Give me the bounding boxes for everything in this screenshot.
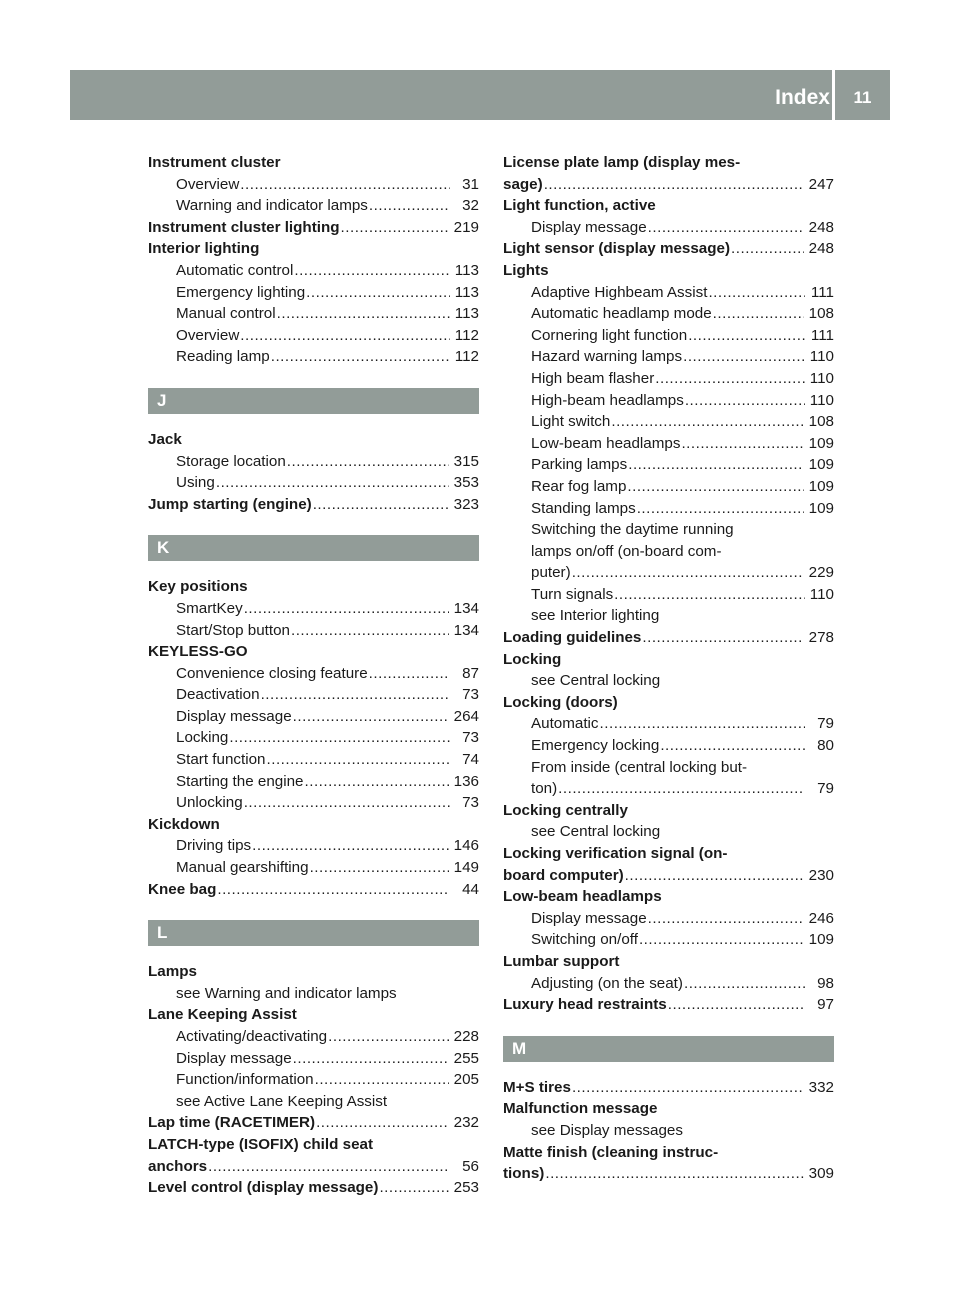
index-subentry xyxy=(148,598,479,620)
dot-leader xyxy=(315,1069,449,1091)
entry-text: High-beam headlamps xyxy=(531,391,684,409)
index-subentry xyxy=(503,713,834,735)
dot-leader xyxy=(316,1112,449,1134)
dot-leader xyxy=(293,706,449,728)
index-subentry xyxy=(503,498,834,520)
page-reference[interactable]: 353 xyxy=(453,474,479,492)
entry-text: Function/information xyxy=(176,1071,314,1089)
dot-leader xyxy=(558,778,805,800)
entry-text: Overview xyxy=(176,175,240,193)
page-reference[interactable]: 108 xyxy=(808,413,834,431)
page-reference[interactable]: 110 xyxy=(809,391,834,409)
dot-leader xyxy=(544,174,804,196)
index-subentry xyxy=(503,411,834,433)
index-subentry xyxy=(148,620,479,642)
page-reference[interactable]: 248 xyxy=(808,218,834,236)
index-subentry xyxy=(503,217,834,239)
entry-text: M+S tires xyxy=(503,1078,571,1096)
index-subentry xyxy=(503,476,834,498)
entry-text: puter) xyxy=(531,564,571,582)
index-subentry xyxy=(503,908,834,930)
dot-leader xyxy=(252,835,449,857)
entry-text: Turn signals xyxy=(531,585,614,603)
index-subentry: see Central locking xyxy=(531,823,661,841)
dot-leader xyxy=(313,494,449,516)
page-reference[interactable]: 97 xyxy=(817,996,834,1014)
index-entry xyxy=(503,994,834,1016)
index-subentry xyxy=(148,195,479,217)
index-column-right xyxy=(503,152,834,1185)
page-reference[interactable]: 73 xyxy=(462,729,479,747)
index-subentry xyxy=(503,282,834,304)
dot-leader xyxy=(306,282,450,304)
index-subentry xyxy=(148,1048,479,1070)
entry-text: Standing lamps xyxy=(531,499,636,517)
page-reference[interactable]: 109 xyxy=(808,499,834,517)
dot-leader xyxy=(287,451,449,473)
entry-text: Automatic headlamp mode xyxy=(531,305,712,323)
page-reference[interactable]: 111 xyxy=(810,283,834,301)
page-reference[interactable]: 113 xyxy=(454,283,479,301)
index-entry xyxy=(503,865,834,887)
index-entry xyxy=(503,238,834,260)
page-reference[interactable]: 112 xyxy=(454,348,479,366)
index-entry: Lane Keeping Assist xyxy=(148,1006,297,1024)
page-reference[interactable]: 230 xyxy=(808,866,834,884)
page-reference[interactable]: 146 xyxy=(453,837,479,855)
entry-text: Convenience closing feature xyxy=(176,664,368,682)
entry-text: anchors xyxy=(148,1157,208,1175)
dot-leader xyxy=(244,598,449,620)
page-reference[interactable]: 111 xyxy=(810,326,834,344)
page-reference[interactable]: 44 xyxy=(462,880,479,898)
dot-leader xyxy=(229,727,450,749)
entry-text: Loading guidelines xyxy=(503,629,642,647)
dot-leader xyxy=(713,303,804,325)
page-reference[interactable]: 113 xyxy=(454,305,479,323)
index-entry: Kickdown xyxy=(148,815,220,833)
entry-text: Manual control xyxy=(176,305,276,323)
section-letter-heading: J xyxy=(148,388,479,414)
entry-text: Hazard warning lamps xyxy=(531,348,683,366)
index-subentry xyxy=(148,325,479,347)
entry-text: Driving tips xyxy=(176,837,252,855)
entry-text: Warning and indicator lamps xyxy=(176,197,368,215)
index-subentry xyxy=(503,973,834,995)
index-entry xyxy=(503,1163,834,1185)
dot-leader xyxy=(627,476,803,498)
index-entry: Interior lighting xyxy=(148,240,260,258)
index-subentry xyxy=(148,835,479,857)
page-reference[interactable]: 219 xyxy=(453,218,479,236)
page-reference[interactable]: 74 xyxy=(462,751,479,769)
index-entry: Locking verification signal (on- xyxy=(503,845,728,862)
page-reference[interactable]: 232 xyxy=(453,1114,479,1132)
page-title: Index xyxy=(775,86,830,109)
dot-leader xyxy=(271,346,450,368)
dot-leader xyxy=(648,908,804,930)
entry-text: Manual gearshifting xyxy=(176,859,309,877)
index-subentry xyxy=(503,433,834,455)
index-subentry xyxy=(148,346,479,368)
index-entry: Locking xyxy=(503,650,562,668)
dot-leader xyxy=(267,749,451,771)
index-entry xyxy=(503,627,834,649)
dot-leader xyxy=(625,865,804,887)
entry-text: board computer) xyxy=(503,866,624,884)
index-subentry xyxy=(148,260,479,282)
index-subentry xyxy=(503,778,834,800)
index-subentry xyxy=(148,684,479,706)
entry-text: sage) xyxy=(503,175,543,193)
dot-leader xyxy=(683,346,805,368)
dot-leader xyxy=(639,929,804,951)
index-subentry xyxy=(148,303,479,325)
dot-leader xyxy=(628,454,803,476)
dot-leader xyxy=(572,1077,804,1099)
page-reference[interactable]: 247 xyxy=(808,175,834,193)
page-reference[interactable]: 109 xyxy=(808,456,834,474)
index-entry: Lights xyxy=(503,261,549,279)
dot-leader xyxy=(277,303,450,325)
page-reference[interactable]: 98 xyxy=(817,974,834,992)
index-subentry xyxy=(148,451,479,473)
entry-text: Reading lamp xyxy=(176,348,270,366)
entry-text: Rear fog lamp xyxy=(531,477,627,495)
page-reference[interactable]: 32 xyxy=(462,197,479,215)
entry-text: Storage location xyxy=(176,452,286,470)
page-reference[interactable]: 315 xyxy=(453,452,479,470)
entry-text: Automatic control xyxy=(176,261,294,279)
index-subentry xyxy=(503,325,834,347)
dot-leader xyxy=(369,195,450,217)
entry-text: Lap time (RACETIMER) xyxy=(148,1114,316,1132)
index-subentry xyxy=(148,472,479,494)
page-reference[interactable]: 73 xyxy=(462,686,479,704)
page-reference[interactable]: 73 xyxy=(462,794,479,812)
dot-leader xyxy=(310,857,449,879)
index-subentry xyxy=(503,390,834,412)
entry-text: Start/Stop button xyxy=(176,621,290,639)
index-entry: Lumbar support xyxy=(503,952,620,970)
index-subentry xyxy=(148,706,479,728)
index-subentry xyxy=(148,282,479,304)
index-subentry xyxy=(503,454,834,476)
index-entry: Key positions xyxy=(148,578,248,596)
page-reference[interactable]: 136 xyxy=(453,772,479,790)
index-subentry xyxy=(503,303,834,325)
index-entry: LATCH-type (ISOFIX) child seat xyxy=(148,1135,374,1153)
dot-leader xyxy=(572,562,804,584)
page-number: 11 xyxy=(853,88,872,107)
index-entry xyxy=(503,174,834,196)
entry-text: Emergency locking xyxy=(531,737,660,755)
dot-leader xyxy=(240,174,450,196)
entry-text: Light sensor (display message) xyxy=(503,240,731,258)
index-entry: License plate lamp (display mes- xyxy=(503,154,741,171)
index-entry: Locking centrally xyxy=(503,801,628,819)
page-reference[interactable]: 332 xyxy=(808,1078,834,1096)
index-entry: Instrument cluster xyxy=(148,154,281,171)
index-entry: Malfunction message xyxy=(503,1100,658,1118)
page-reference[interactable]: 255 xyxy=(453,1049,479,1067)
dot-leader xyxy=(305,771,449,793)
entry-text: Overview xyxy=(176,326,240,344)
index-subentry xyxy=(148,727,479,749)
entry-text: Jump starting (engine) xyxy=(148,495,312,513)
index-subentry xyxy=(503,346,834,368)
index-entry: KEYLESS-GO xyxy=(148,643,248,661)
dot-leader xyxy=(217,879,450,901)
dot-leader xyxy=(681,433,803,455)
page-reference[interactable]: 309 xyxy=(808,1165,834,1183)
entry-text: ton) xyxy=(531,780,558,798)
index-subentry: see Central locking xyxy=(531,672,661,690)
section-letter-heading: L xyxy=(148,920,479,946)
index-subentry: see Interior lighting xyxy=(531,607,660,625)
index-subentry: see Warning and indicator lamps xyxy=(176,984,397,1002)
entry-text: Display message xyxy=(176,1049,292,1067)
entry-text: Knee bag xyxy=(148,880,217,898)
section-letter-heading: K xyxy=(148,535,479,561)
entry-text: Unlocking xyxy=(176,794,243,812)
page-reference[interactable]: 112 xyxy=(454,326,479,344)
page-reference[interactable]: 323 xyxy=(453,495,479,513)
index-subentry: see Display messages xyxy=(531,1121,683,1139)
dot-leader xyxy=(611,411,803,433)
dot-leader xyxy=(369,663,450,685)
index-entry xyxy=(148,879,479,901)
dot-leader xyxy=(655,368,805,390)
dot-leader xyxy=(731,238,804,260)
entry-text: Display message xyxy=(531,218,647,236)
page-reference[interactable]: 246 xyxy=(808,909,834,927)
dot-leader xyxy=(328,1026,449,1048)
entry-text: Using xyxy=(176,474,215,492)
entry-text: Switching on/off xyxy=(531,931,638,949)
section-letter-heading: M xyxy=(503,1036,834,1062)
index-subentry: From inside (central locking but- xyxy=(531,758,748,776)
entry-text: Automatic xyxy=(531,715,599,733)
page-reference[interactable]: 134 xyxy=(453,599,479,617)
entry-text: Cornering light function xyxy=(531,326,688,344)
page-reference[interactable]: 79 xyxy=(817,780,834,798)
entry-text: tions) xyxy=(503,1165,545,1183)
entry-text: Display message xyxy=(531,909,647,927)
index-entry xyxy=(148,1156,479,1178)
entry-text: Display message xyxy=(176,707,292,725)
dot-leader xyxy=(293,1048,449,1070)
index-subentry xyxy=(503,584,834,606)
index-entry xyxy=(148,494,479,516)
index-entry xyxy=(503,1077,834,1099)
entry-text: Starting the engine xyxy=(176,772,304,790)
page-reference[interactable]: 229 xyxy=(808,564,834,582)
page-reference[interactable]: 109 xyxy=(808,931,834,949)
index-entry xyxy=(148,217,479,239)
index-entry: Low-beam headlamps xyxy=(503,888,662,906)
entry-text: Emergency lighting xyxy=(176,283,306,301)
page-reference[interactable]: 110 xyxy=(809,348,834,366)
page-reference[interactable]: 79 xyxy=(817,715,834,733)
dot-leader xyxy=(637,498,804,520)
index-entry: Lamps xyxy=(148,963,197,981)
index-entry: Locking (doors) xyxy=(503,693,618,711)
dot-leader xyxy=(684,973,805,995)
entry-text: Start function xyxy=(176,751,266,769)
entry-text: Instrument cluster lighting xyxy=(148,218,340,236)
index-subentry xyxy=(148,1026,479,1048)
page-reference[interactable]: 109 xyxy=(808,477,834,495)
dot-leader xyxy=(341,217,449,239)
index-subentry: Switching the daytime running xyxy=(531,521,734,539)
dot-leader xyxy=(708,282,805,304)
entry-text: Level control (display message) xyxy=(148,1179,379,1197)
page-reference[interactable]: 248 xyxy=(808,240,834,258)
dot-leader xyxy=(545,1163,803,1185)
page-reference[interactable]: 110 xyxy=(809,369,834,387)
entry-text: Low-beam headlamps xyxy=(531,434,681,452)
entry-text: Light switch xyxy=(531,413,611,431)
dot-leader xyxy=(244,792,450,814)
page-reference[interactable]: 253 xyxy=(453,1179,479,1197)
dot-leader xyxy=(685,390,805,412)
page-reference[interactable]: 228 xyxy=(453,1028,479,1045)
entry-text: Adaptive Highbeam Assist xyxy=(531,283,708,301)
index-entry: Matte finish (cleaning instruc- xyxy=(503,1143,719,1161)
entry-text: Locking xyxy=(176,729,229,747)
dot-leader xyxy=(294,260,449,282)
entry-text: Adjusting (on the seat) xyxy=(531,974,683,992)
page-reference[interactable]: 149 xyxy=(453,859,479,877)
dot-leader xyxy=(291,620,449,642)
index-subentry xyxy=(503,368,834,390)
index-subentry: lamps on/off (on-board com- xyxy=(531,542,722,560)
dot-leader xyxy=(261,684,450,706)
index-subentry: see Active Lane Keeping Assist xyxy=(176,1092,388,1110)
index-entry: Light function, active xyxy=(503,197,656,215)
index-subentry xyxy=(148,174,479,196)
index-subentry xyxy=(148,857,479,879)
page-reference[interactable]: 87 xyxy=(462,664,479,682)
entry-text: Luxury head restraints xyxy=(503,996,667,1014)
dot-leader xyxy=(648,217,804,239)
entry-text: Deactivation xyxy=(176,686,260,704)
page-reference[interactable]: 113 xyxy=(454,261,479,279)
page-reference[interactable]: 134 xyxy=(453,621,479,639)
page-reference[interactable]: 108 xyxy=(808,305,834,323)
entry-text: SmartKey xyxy=(176,599,243,617)
index-subentry xyxy=(148,792,479,814)
index-entry: Jack xyxy=(148,430,182,448)
page-reference[interactable]: 110 xyxy=(809,585,834,603)
dot-leader xyxy=(208,1156,450,1178)
dot-leader xyxy=(379,1177,448,1199)
page-reference[interactable]: 80 xyxy=(817,737,834,755)
index-subentry xyxy=(148,663,479,685)
index-subentry xyxy=(148,749,479,771)
page-reference[interactable]: 205 xyxy=(453,1071,479,1089)
dot-leader xyxy=(660,735,805,757)
entry-text: Activating/deactivating xyxy=(176,1028,328,1045)
page-reference[interactable]: 109 xyxy=(808,434,834,452)
dot-leader xyxy=(642,627,803,649)
index-entry xyxy=(148,1112,479,1134)
index-subentry xyxy=(503,929,834,951)
dot-leader xyxy=(688,325,805,347)
dot-leader xyxy=(600,713,805,735)
dot-leader xyxy=(216,472,449,494)
entry-text: High beam flasher xyxy=(531,369,655,387)
index-subentry xyxy=(503,562,834,584)
page-reference[interactable]: 56 xyxy=(462,1157,479,1175)
index-entry xyxy=(148,1177,479,1199)
index-column-left xyxy=(148,152,479,1199)
page-reference[interactable]: 31 xyxy=(462,175,479,193)
dot-leader xyxy=(240,325,449,347)
page-reference[interactable]: 278 xyxy=(808,629,834,647)
entry-text: Parking lamps xyxy=(531,456,628,474)
index-subentry xyxy=(148,1069,479,1091)
page-reference[interactable]: 264 xyxy=(453,707,479,725)
index-subentry xyxy=(503,735,834,757)
index-subentry xyxy=(148,771,479,793)
dot-leader xyxy=(668,994,805,1016)
dot-leader xyxy=(614,584,805,606)
